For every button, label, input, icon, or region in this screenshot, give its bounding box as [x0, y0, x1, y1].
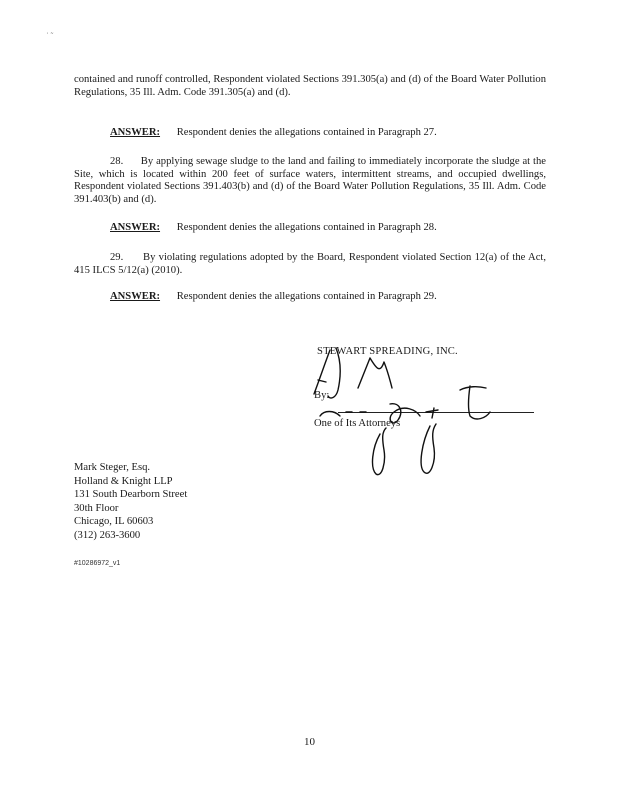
answer-28 — [110, 222, 550, 235]
floor: 30th Floor — [74, 502, 119, 514]
paragraph-29: 29. By violating regulations adopted by the Board, Respondent violated Section 12(a) of the Act, 415 ILCS 5/12(a) (2010). — [74, 252, 549, 276]
answer-27 — [110, 127, 550, 140]
phone-number: (312) 263-3600 — [74, 529, 141, 541]
page-number: 10 — [304, 736, 315, 748]
attorney-address-block — [74, 462, 187, 544]
answer-label: ANSWER: — [110, 291, 161, 302]
city-state-zip: Chicago, IL 60603 — [74, 516, 154, 528]
answer-29 — [110, 291, 550, 304]
signature-role: One of Its Attorneys — [314, 418, 401, 429]
attorney-name: Mark Steger, Esq. — [74, 462, 151, 473]
corner-mark: ˙ ˜ — [46, 31, 54, 40]
street-address: 131 South Dearborn Street — [74, 489, 188, 501]
handwritten-signature — [300, 338, 520, 488]
paragraph-28: 28. By applying sewage sludge to the land and failing to immediately incorporate the sludge at the Site, which is located within 200 feet of surface waters, intermittent streams, and occupied dwellings, Respondent violated Sections 391.403(b) and (d) of the Board Water Pollution Regulations, 35 Ill. Adm. Code 391.403(b) and (d). — [74, 156, 549, 205]
answer-text: Respondent denies the allegations contained in Paragraph 27. — [176, 127, 437, 138]
signature-company: STEWART SPREADING, INC. — [317, 346, 458, 357]
document-id: #10286972_v1 — [74, 560, 121, 567]
answer-text: Respondent denies the allegations contained in Paragraph 29. — [176, 291, 437, 302]
answer-label: ANSWER: — [110, 222, 161, 233]
paragraph-27-continuation: contained and runoff controlled, Respondent violated Sections 391.305(a) and (d) of the Board Water Pollution Regulations, 35 Ill. Adm. Code 391.305(a) and (d). — [74, 74, 546, 98]
signature-by-label: By: — [314, 390, 330, 401]
answer-label: ANSWER: — [110, 127, 161, 138]
answer-text: Respondent denies the allegations contained in Paragraph 28. — [176, 222, 437, 233]
law-firm: Holland & Knight LLP — [74, 475, 173, 487]
